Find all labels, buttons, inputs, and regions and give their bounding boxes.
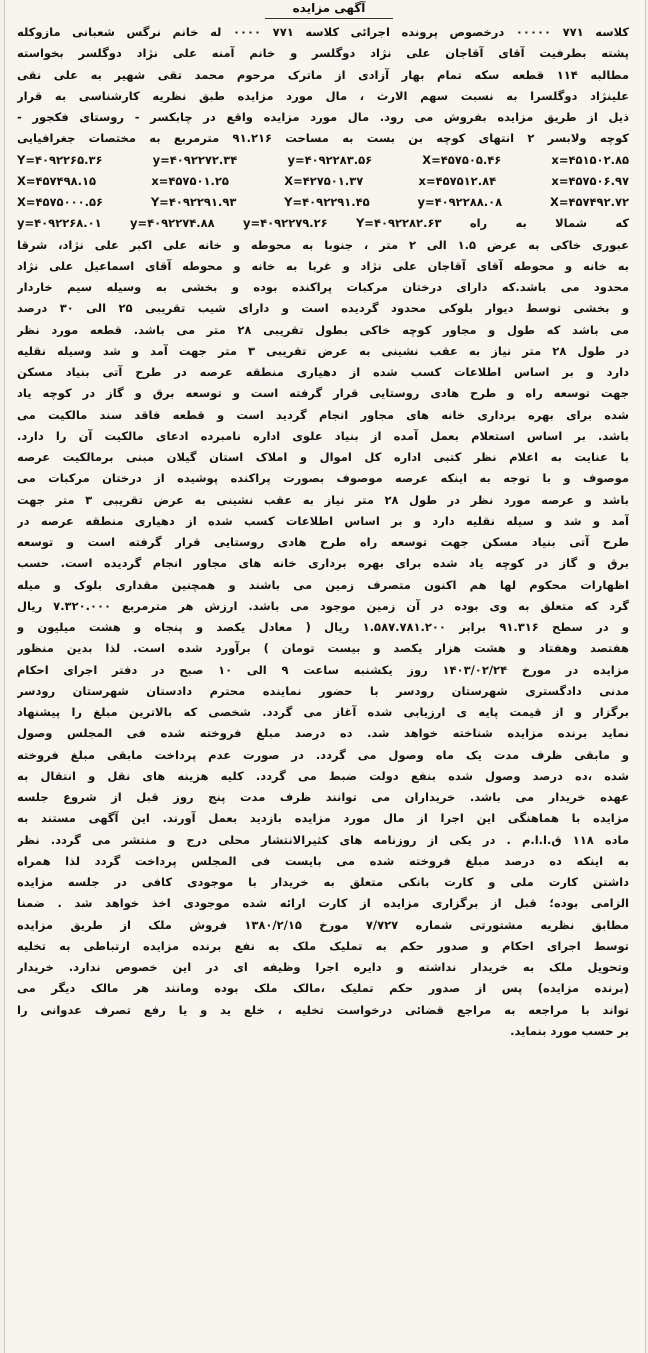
notice-line: (برنده مزایده) پس از صدور حکم تملیک ،مالک ملک بوده ومانند هر مالک دیگر می	[17, 981, 629, 996]
notice-line: توسط اجرای احکام و صدور حکم به تملیک ملک به نفع برنده مزایده ارتباطی به تخلیه	[17, 938, 629, 953]
notice-line: به خانه و محوطه آقای آقاجان علی نژاد و غربا به خانه و محوطه آقای اسماعیل علی نژاد	[17, 258, 629, 273]
notice-line: ماده ۱۱۸ ق.ا.ا.م . در یکی از روزنامه های کثیرالانتشار محلی درج و منتشر می گردد. نظر	[17, 832, 629, 847]
notice-body	[17, 22, 629, 1042]
notice-line: به اینکه ده درصد مبلغ فروخته شده می بایست فی المجلس پرداخت گردد لذا همراه	[17, 853, 629, 868]
notice-line: X=۴۵۷۴۹۸.۱۵ x=۴۵۷۵۰۱.۲۵ X=۴۲۷۵۰۱.۳۷ x=۴۵۷۵۱۲.۸۴ x=۴۵۷۵۰۶.۹۷	[17, 173, 629, 188]
notice-line: کوچه ولابسر ۲ انتهای کوچه بن بست به مساحت ۹۱.۲۱۶ مترمربع به مختصات جغرافیایی	[17, 131, 629, 146]
notice-line: نماید برنده مزایده شناخته خواهد شد. ده درصد مبلغ فروخته شده فی المجلس وصول	[17, 726, 629, 741]
notice-line: آمد و شد و سیله نقلیه دارد و بر اساس اطلاعات کسب شده از دهیاری منطقه عرصه در	[17, 513, 629, 528]
notice-line: باشد. بر اساس استعلام بعمل آمده از بنیاد علوی اداره نامبرده ادعای مالکیت آن را دارد.	[17, 428, 629, 443]
notice-line: پشته بطرفیت آقای آقاجان علی نژاد دوگلسر و خانم آمنه علی نژاد دوگلسر بخواسته	[17, 46, 629, 61]
notice-line: دارد و بر اساس اطلاعات کسب شده از دهیاری منطقه عرصه در طرح آتی بنیاد مسکن	[17, 365, 629, 379]
notice-line: محدود می باشد.که دارای درختان مرکبات پراکنده بوده و بخشی به وسیله سیم خاردار	[17, 280, 629, 294]
notice-title: آگهی مزایده	[265, 0, 393, 19]
notice-line: عبوری خاکی به عرض ۱.۵ الی ۲ متر ، جنوبا به محوطه و خانه علی اکبر علی نژاد، شرقا	[17, 237, 629, 252]
notice-line: جهت توسعه راه و طرح هادی روستایی قرار گرفته است و توسعه برق و گاز در کوچه یاد	[17, 386, 629, 401]
notice-line: علینژاد دوگلسرا به نسبت سهم الارث ، مال مورد مزایده طبق نظریه کارشناسی به قرار	[17, 88, 629, 103]
notice-line: در طول ۲۸ متر نیاز به عقب نشینی به عرض تقریبی ۳ متر جهت آمد و شد وسیله نقلیه	[17, 343, 629, 358]
notice-line: برق و گاز در کوچه یاد شده برای بهره برداری خانه های مجاور انجام گردیده است. حسب	[17, 556, 629, 571]
notice-line: تواند با مراجعه به مراجع قضائی درخواست تخلیه ، خلع ید و یا رفع تصرف عدوانی را	[17, 1002, 629, 1017]
notice-line: عهده خریدار می باشد. خریداران می توانند ظرف مدت پنج روز قبل از شروع جلسه	[17, 790, 629, 804]
notice-line: طرح آتی بنیاد مسکن جهت توسعه راه طرح هادی روستایی قرار گرفته است و توسعه	[17, 535, 629, 549]
notice-line: موصوف و با توجه به اینکه عرصه موصوف بصورت پراکنده پوشیده از درختان مرکبات می	[17, 471, 629, 486]
notice-line: الزامی بوده؛ قبل از برگزاری مزایده از کارت ارائه شده موجودی اخذ خواهد شد . ضمنا	[17, 896, 629, 911]
notice-line: مدنی دادگستری شهرستان رودسر با حضور نماینده محترم دادستان شهرستان رودسر	[17, 683, 629, 698]
notice-sheet	[4, 0, 646, 1353]
notice-line: Y=۴۰۹۲۲۶۵.۳۶ y=۴۰۹۲۲۷۲.۳۴ y=۴۰۹۲۲۸۳.۵۶ X=۴۵۷۵۰۵.۴۶ x=۴۵۱۵۰۲.۸۵	[17, 152, 629, 167]
notice-line: داشتن کارت ملی و کارت بانکی متعلق به خریدار با موجودی کافی در جلسه مزایده	[17, 875, 629, 889]
notice-line: برگزار و از قیمت پایه ی ارزیابی شده آغاز می گردد. شخصی که بالاترین مبلغ را پیشنهاد	[17, 705, 629, 719]
notice-line: مزایده با هماهنگی این اجرا از مال مورد مزایده بازدید بعمل آورند. این آگهی مستند به	[17, 811, 629, 826]
notice-line: وتحویل ملک به خریدار نداشته و دایره اجرا وظیفه ای در این خصوص ندارد. خریدار	[17, 960, 629, 974]
notice-line: کلاسه ۷۷۱ ۰۰۰۰۰ درخصوص پرونده اجرائی کلاسه ۷۷۱ ۰۰۰۰ له خانم نرگس شعبانی مازوکله	[17, 25, 629, 39]
notice-line: y=۴۰۹۲۲۶۸.۰۱ y=۴۰۹۲۲۷۴.۸۸ y=۴۰۹۲۲۷۹.۲۶ Y=۴۰۹۲۲۸۲.۶۳ که شمالا به راه	[17, 216, 629, 231]
notice-line: می باشد که طول و مجاور کوچه خاکی بطول تقریبی ۲۸ متر می باشد. قطعه مورد نظر	[17, 322, 629, 337]
notice-line: مطالبه ۱۱۴ قطعه سکه تمام بهار آزادی از ماترک مرحوم محمد تقی شهیر به علی نقی	[17, 67, 629, 82]
notice-line: بر حسب مورد بنماید.	[510, 1023, 629, 1038]
notice-line: شده برای بهره برداری خانه های مجاور انجام گردید است و قطعه فاقد سند مالکیت می	[17, 407, 629, 422]
notice-line: شده ،ده درصد وصول شده بنفع دولت ضبط می گردد. کلیه هزینه های نقل و انتقال به	[17, 768, 629, 783]
notice-line: و مابقی ظرف مدت یک ماه وصول می گردد. در صورت عدم پرداخت مابقی مبلغ فروخته	[17, 747, 629, 762]
notice-line: مطابق نظریه مشتورتی شماره ۷/۷۲۷ مورخ ۱۳۸۰/۲/۱۵ فروش ملک از طریق مزایده	[17, 917, 629, 932]
notice-line: مزایده در مورخ ۱۴۰۳/۰۲/۲۴ روز یکشنبه ساعت ۹ الی ۱۰ صبح در دفتر اجرای احکام	[17, 662, 629, 677]
notice-line: و بخشی توسط دیوار بلوکی محدود گردیده است و دارای شیب تقریبی ۲۵ الی ۳۰ درصد	[17, 301, 629, 316]
notice-line: و در سطح ۹۱.۳۱۶ برابر ۱.۵۸۷.۷۸۱.۲۰۰ ریال ( معادل یکصد و پنجاه و هشت میلیون و	[17, 620, 629, 634]
notice-line: هفتصد وهفتاد و هشت هزار یکصد و بیست تومان ) برآورد شده است. لذا بدین منظور	[17, 641, 629, 656]
notice-line: X=۴۵۷۵۰۰۰.۵۶ Y=۴۰۹۲۲۹۱.۹۳ Y=۴۰۹۲۲۹۱.۴۵ y=۴۰۹۲۲۸۸.۰۸ X=۴۵۷۴۹۲.۷۲	[17, 195, 629, 209]
notice-line: گرد که متعلق به وی بوده در آن زمین موجود می باشد. ارزش هر مترمربع ۷.۳۲۰.۰۰۰ ریال	[17, 598, 629, 613]
notice-line: با عنایت به اعلام نظر کتبی اداره کل اموال و املاک استان گیلان مبنی برمالکیت عرصه	[17, 450, 629, 464]
notice-line: باشد و عرصه مورد نظر در طول ۲۸ متر نیاز به عقب نشینی به عرض تقریبی ۳ متر جهت	[17, 492, 629, 507]
notice-line: ذیل از طریق مزایده بفروش می رود. مال مورد مزایده واقع در چابکسر - روستای فکجور -	[17, 110, 629, 124]
notice-line: اظهارات محکوم لها هم اکنون متصرف زمین می باشند و همچنین مقداری بلوک و میله	[17, 577, 629, 592]
